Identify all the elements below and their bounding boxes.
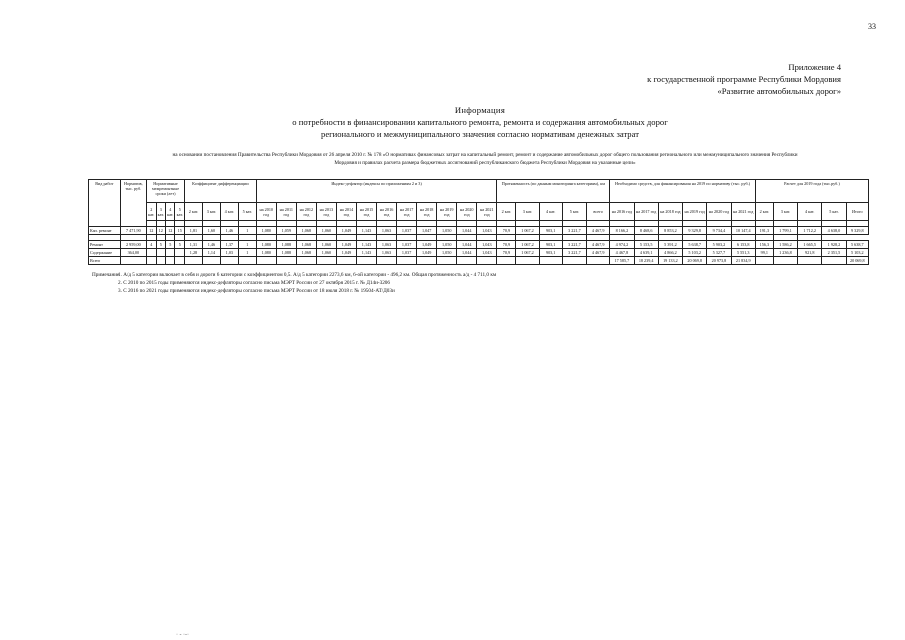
- sub-index: на 2012 год: [296, 203, 316, 221]
- total-need: 20 973,8: [707, 257, 731, 265]
- sub-kdiff: 5 кат.: [238, 203, 256, 221]
- cell-need: 10 147,4: [731, 227, 755, 235]
- note-2: 2. С 2010 по 2015 годы применяются индекс-дефляторы согласно письма МЭРТ России от 27 октября 2015 г. № Д14и-3206: [118, 280, 390, 287]
- cell-kdiff: 1: [238, 249, 256, 257]
- cell-prot: 903,1: [539, 227, 562, 235]
- cell-calc: 9 329,8: [846, 227, 868, 235]
- cell-index: 1,049: [336, 227, 356, 235]
- total-need: 19 133,2: [658, 257, 682, 265]
- cell-index: 1,050: [437, 227, 457, 235]
- cell-index: 1,037: [397, 241, 417, 249]
- cell-koef: 12: [156, 227, 165, 235]
- total-need: 18 239,4: [634, 257, 658, 265]
- appendix-line-1: Приложение 4: [788, 62, 841, 72]
- cell-index: 1,037: [397, 249, 417, 257]
- cell-prot: 1 067,2: [516, 227, 539, 235]
- cell-kdiff: 1,03: [220, 249, 238, 257]
- header-calc: Расчет для 2019 года (тыс.руб.): [755, 180, 868, 203]
- cell-index: 1,060: [316, 241, 336, 249]
- cell-calc: 1 799,1: [773, 227, 797, 235]
- appendix-header: [541, 61, 841, 97]
- notes-label: Примечание: [92, 272, 120, 278]
- cell-need: 5 551,3: [731, 249, 755, 257]
- table-header-row: [89, 180, 869, 203]
- sub-prot: всего: [587, 203, 610, 221]
- cell-kdiff: 1,81: [185, 227, 203, 235]
- cell-index: 1,060: [316, 249, 336, 257]
- sub-index: на 2017 год: [397, 203, 417, 221]
- cell-koef: 4: [147, 241, 156, 249]
- cell-index: 1,143: [356, 249, 376, 257]
- cell-kdiff: 1,46: [220, 227, 238, 235]
- sub-need: на 2019 год: [683, 203, 707, 221]
- header-vid: Вид работ: [89, 180, 121, 227]
- cell-index: 1,049: [417, 241, 437, 249]
- sub-index: на 2014 год: [336, 203, 356, 221]
- cell-prot: 1 067,2: [516, 249, 539, 257]
- sub-koef: 4 кат.: [166, 203, 175, 221]
- cell-need: 8 853,2: [658, 227, 682, 235]
- cell-index: 1,043: [477, 241, 497, 249]
- cell-koef: 12: [147, 227, 156, 235]
- cell-koef: 12: [166, 227, 175, 235]
- cell-prot: 70,9: [497, 249, 516, 257]
- cell-need: 4 467,8: [610, 249, 634, 257]
- cell-prot: 4 467,9: [587, 249, 610, 257]
- cell-index: 1,044: [457, 227, 477, 235]
- cell-index: 1,044: [457, 241, 477, 249]
- cell-prot: 3 221,7: [562, 227, 586, 235]
- total-label: Всего: [89, 257, 121, 265]
- cell-koef: 5: [156, 241, 165, 249]
- cell-need: 5 638,7: [683, 241, 707, 249]
- cell-calc: 5 638,7: [846, 241, 868, 249]
- appendix-line-2: к государственной программе Республики Мордовия: [647, 74, 841, 84]
- sub-prot: 5 кат.: [562, 203, 586, 221]
- sub-calc: 3 кат.: [773, 203, 797, 221]
- cell-prot: 4 467,9: [587, 241, 610, 249]
- sub-index: на 2013 год: [316, 203, 336, 221]
- cell-calc: 2 351,5: [822, 249, 846, 257]
- cell-need: 9 734,4: [707, 227, 731, 235]
- cell-prot: 903,1: [539, 241, 562, 249]
- cell-koef: [156, 249, 165, 257]
- cell-kdiff: 1,60: [202, 227, 220, 235]
- cell-index: 1,063: [377, 241, 397, 249]
- sub-index: на 2010 год: [256, 203, 276, 221]
- cell-index: 1,088: [276, 241, 296, 249]
- cell-kdiff: 1: [238, 241, 256, 249]
- cell-index: 1,063: [377, 249, 397, 257]
- header-norm: Норматив, тыс. руб.: [120, 180, 146, 227]
- sub-index: на 2011 год: [276, 203, 296, 221]
- cell-index: 1,080: [256, 249, 276, 257]
- cell-need: 4 866,2: [658, 249, 682, 257]
- financing-table-container: [88, 179, 869, 265]
- cell-index: 1,037: [397, 227, 417, 235]
- header-prot: Протяженность (по данным мониторинга категориям), км: [497, 180, 610, 203]
- sub-index: на 2020 год: [457, 203, 477, 221]
- cell-kdiff: 1,46: [202, 241, 220, 249]
- cell-need: 5 391,2: [658, 241, 682, 249]
- cell-prot: 3 221,7: [562, 249, 586, 257]
- header-koef: Нормативные межремонтные сроки (лет): [147, 180, 185, 203]
- sub-calc: Итого: [846, 203, 868, 221]
- cell-calc: 4 638,0: [822, 227, 846, 235]
- total-need: 17 585,7: [610, 257, 634, 265]
- cell-index: 1,050: [437, 249, 457, 257]
- cell-index: 1,043: [477, 227, 497, 235]
- table-row-kap-remont: [89, 227, 869, 235]
- row-label: Кап. ремонт: [89, 227, 121, 235]
- sub-index: на 2016 год: [377, 203, 397, 221]
- cell-index: 1,143: [356, 241, 376, 249]
- cell-kdiff: 1,31: [185, 241, 203, 249]
- cell-koef: [175, 249, 185, 257]
- row-norm: 2 959,00: [120, 241, 146, 249]
- cell-calc: 191,3: [755, 227, 773, 235]
- row-norm: 364,00: [120, 249, 146, 257]
- cell-index: 1,063: [377, 227, 397, 235]
- sub-index: на 2019 год: [437, 203, 457, 221]
- header-need: Необходимо средств, для финансирования на 2019 по нормативу (тыс. руб.): [610, 180, 756, 203]
- cell-index: 1,059: [276, 227, 296, 235]
- cell-need: 6 153,8: [731, 241, 755, 249]
- legal-basis: [90, 151, 880, 167]
- cell-prot: 903,1: [539, 249, 562, 257]
- cell-need: 5 327,7: [707, 249, 731, 257]
- cell-need: 5 903,2: [707, 241, 731, 249]
- cell-prot: 3 221,7: [562, 241, 586, 249]
- cell-koef: [166, 249, 175, 257]
- title-line-1: о потребности в финансировании капитального ремонта, ремонта и содержания автомобильных дорог: [292, 117, 668, 127]
- cell-index: 1,088: [276, 249, 296, 257]
- cell-kdiff: 1: [238, 227, 256, 235]
- basis-line-1: на основании постановления Правительства Республики Мордовия от 26 апреля 2010 г. № 178 «О нормативах финансовых затрат на капитальный ремонт, ремонт и содержание автомобильных дорог общего пользования регионального или межмуниципального значения Республики: [172, 152, 798, 158]
- cell-need: 5 153,5: [634, 241, 658, 249]
- cell-calc: 1 712,2: [798, 227, 822, 235]
- page-number: 33: [868, 22, 876, 31]
- row-norm: 7 471,90: [120, 227, 146, 235]
- document-title: [170, 104, 790, 140]
- scan-artifact-mark: · - ·-·: [176, 632, 189, 638]
- row-label: Ремонт: [89, 241, 121, 249]
- cell-need: 5 103,2: [683, 249, 707, 257]
- cell-koef: 15: [175, 227, 185, 235]
- sub-calc: 4 кат.: [798, 203, 822, 221]
- cell-index: 1,068: [296, 249, 316, 257]
- table-row-total: [89, 257, 869, 265]
- cell-index: 1,049: [417, 249, 437, 257]
- cell-calc: 1 665,5: [798, 241, 822, 249]
- header-kdiff: Коэффициент дифференциации: [185, 180, 257, 203]
- cell-calc: 99,1: [755, 249, 773, 257]
- title-line-2: регионального и межмуниципального значения согласно нормативам денежных затрат: [321, 129, 639, 139]
- sub-index: на 2018 год: [417, 203, 437, 221]
- sub-prot: 3 кат.: [516, 203, 539, 221]
- cell-need: 8 166,2: [610, 227, 634, 235]
- cell-index: 1,080: [256, 227, 276, 235]
- sub-prot: 2 кат.: [497, 203, 516, 221]
- cell-calc: 1 928,2: [822, 241, 846, 249]
- sub-need: на 2021 год: [731, 203, 755, 221]
- note-1: 1. А/д 5 категории включает в себя и дороги 6 категории с коэффициентом 0,5. А/д 5 категории 2273,6 км, 6-ой категории - 496,2 км. Общая протяженность а/д - 4 711,0 км: [118, 272, 497, 278]
- cell-index: 1,060: [316, 227, 336, 235]
- cell-koef: 5: [175, 241, 185, 249]
- cell-prot: 70,9: [497, 241, 516, 249]
- cell-need: 4 974,2: [610, 241, 634, 249]
- cell-prot: 70,9: [497, 227, 516, 235]
- cell-calc: 921,8: [798, 249, 822, 257]
- sub-kdiff: 3 кат.: [202, 203, 220, 221]
- sub-prot: 4 кат.: [539, 203, 562, 221]
- cell-calc: 156,3: [755, 241, 773, 249]
- total-need: 21 834,9: [731, 257, 755, 265]
- cell-need: 9 329,8: [683, 227, 707, 235]
- sub-calc: 2 кат.: [755, 203, 773, 221]
- cell-kdiff: 1,28: [185, 249, 203, 257]
- notes-section: [92, 271, 496, 296]
- cell-index: 1,044: [457, 249, 477, 257]
- financing-table: [88, 179, 869, 265]
- sub-kdiff: 2 кат.: [185, 203, 203, 221]
- sub-koef: 2 кат.: [147, 203, 156, 221]
- sub-koef: 5 кат.: [175, 203, 185, 221]
- note-3: 3. С 2016 по 2021 годы применяются индекс-дефляторы согласно письма МЭРТ России от 18 июля 2018 г. № 19504-АТ/Д03и: [118, 288, 395, 295]
- cell-kdiff: 1,14: [202, 249, 220, 257]
- cell-index: 1,068: [296, 227, 316, 235]
- cell-prot: 4 467,9: [587, 227, 610, 235]
- cell-calc: 5 103,2: [846, 249, 868, 257]
- sub-kdiff: 4 кат.: [220, 203, 238, 221]
- sub-index: на 2021 год: [477, 203, 497, 221]
- cell-index: 1,080: [256, 241, 276, 249]
- sub-need: на 2020 год: [707, 203, 731, 221]
- cell-index: 1,050: [437, 241, 457, 249]
- cell-index: 1,043: [477, 249, 497, 257]
- cell-calc: 1 586,2: [773, 241, 797, 249]
- cell-calc: 1 236,8: [773, 249, 797, 257]
- table-subheader-row: [89, 203, 869, 221]
- title-heading: Информация: [454, 105, 506, 115]
- sub-need: на 2017 год: [634, 203, 658, 221]
- cell-koef: [147, 249, 156, 257]
- sub-koef: 3 кат.: [156, 203, 165, 221]
- total-calc: 20 069,8: [846, 257, 868, 265]
- cell-need: 8 468,6: [634, 227, 658, 235]
- basis-line-2: Мордовия и правилах расчета размера бюджетных ассигнований республиканского бюджета Республики Мордовия на указанные цели»: [334, 160, 636, 166]
- appendix-line-3: «Развитие автомобильных дорог»: [717, 86, 841, 96]
- cell-koef: 5: [166, 241, 175, 249]
- sub-index: на 2015 год: [356, 203, 376, 221]
- cell-index: 1,049: [336, 241, 356, 249]
- cell-index: 1,068: [296, 241, 316, 249]
- cell-kdiff: 1,37: [220, 241, 238, 249]
- row-label: Содержание: [89, 249, 121, 257]
- table-row-remont: [89, 241, 869, 249]
- table-row-soderzhanie: [89, 249, 869, 257]
- cell-prot: 1 067,2: [516, 241, 539, 249]
- cell-index: 1,047: [417, 227, 437, 235]
- cell-need: 4 639,1: [634, 249, 658, 257]
- sub-need: на 2018 год: [658, 203, 682, 221]
- sub-calc: 5 кат.: [822, 203, 846, 221]
- sub-need: на 2016 год: [610, 203, 634, 221]
- total-need: 20 069,8: [683, 257, 707, 265]
- cell-index: 1,049: [336, 249, 356, 257]
- cell-index: 1,143: [356, 227, 376, 235]
- header-index: Индекс-дефлятор (индексы по приложениям 2 и 3): [256, 180, 497, 203]
